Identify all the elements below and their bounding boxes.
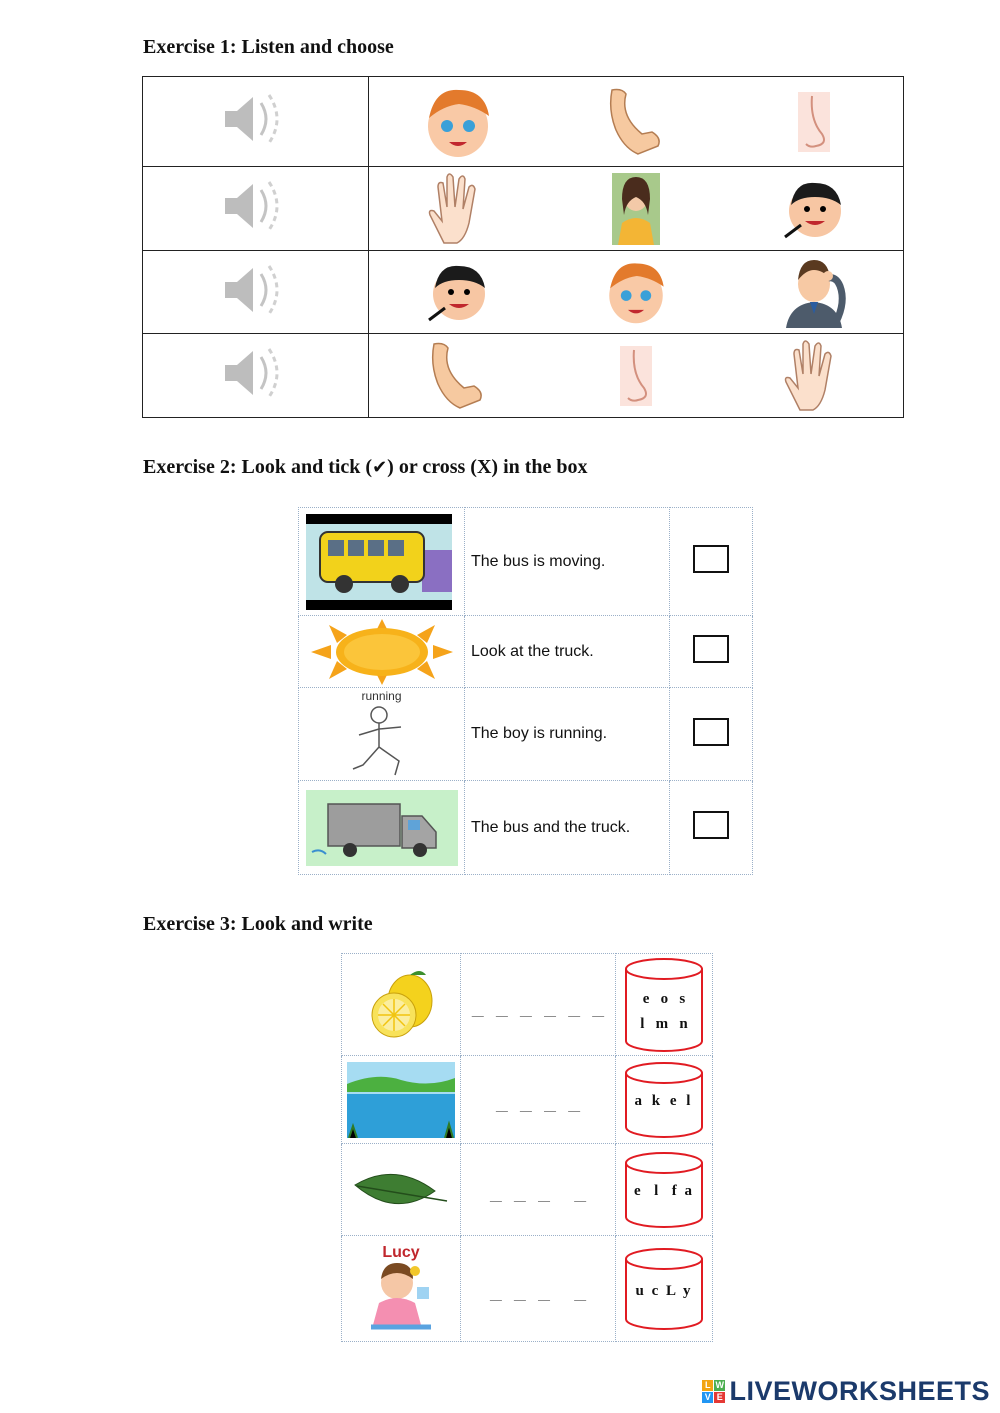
speaker-cell [143,167,369,251]
lemon-picture [342,954,461,1056]
scrambled-letters-line2: l m n [640,1015,688,1032]
sentence: Look at the truck. [465,616,670,688]
option-mouth[interactable] [413,254,503,330]
option-nose[interactable] [769,84,859,160]
exercise1-table [142,76,904,418]
option-nose[interactable] [591,338,681,414]
option-hand[interactable] [769,338,859,414]
truck-picture [299,781,465,875]
answer-checkbox[interactable] [693,635,729,663]
exercise3-row [342,954,713,1056]
option-boy-face[interactable] [591,254,681,330]
exercise2-heading-post: ) or cross (X) in the box [387,456,588,478]
bus-picture [299,508,465,616]
speaker-icon[interactable] [221,343,291,408]
letter-cylinder [616,1144,713,1236]
letter-cylinder [616,954,713,1056]
speaker-icon[interactable] [221,176,291,241]
brand-name: LIVEWORKSHEETS [729,1376,990,1406]
scrambled-letters-line1: u c L y [635,1282,693,1299]
option-girl[interactable] [591,171,681,247]
sentence: The bus is moving. [465,508,670,616]
sentence: The bus and the truck. [465,781,670,875]
answer-blank-cell [461,954,616,1056]
logo-mark-icon [702,1380,725,1403]
speaker-cell [143,251,369,334]
option-boy-face[interactable] [413,84,503,160]
exercise2-row [299,508,753,616]
exercise2-table [298,507,753,875]
option-hand[interactable] [413,171,503,247]
answer-blank-cell [461,1144,616,1236]
leaf-picture [342,1144,461,1236]
answer-input[interactable] [466,1276,610,1302]
exercise3-row [342,1144,713,1236]
answer-blank-cell [461,1236,616,1342]
speaker-cell [143,334,369,418]
sentence: The boy is running. [465,688,670,781]
answer-checkbox[interactable] [693,811,729,839]
option-arm[interactable] [413,338,503,414]
liveworksheets-logo [702,1376,990,1407]
exercise3-table [341,953,713,1342]
exercise2-heading-pre: Exercise 2: Look and tick ( [143,456,373,478]
girl-lucy-picture [342,1236,461,1342]
scrambled-letters-line1: e l f a [633,1182,695,1199]
logo-mark-letter: V [702,1392,713,1403]
exercise2-row [299,616,753,688]
exercise2-heading [143,456,588,479]
lake-picture [342,1056,461,1144]
answer-box-cell [670,508,753,616]
answer-input[interactable] [466,1177,610,1203]
exercise3-heading: Exercise 3: Look and write [143,913,373,935]
answer-checkbox[interactable] [693,545,729,573]
check-icon: ✔ [372,457,388,478]
answer-input[interactable] [466,1087,610,1113]
scrambled-letters-line1: a k e l [634,1092,694,1109]
speaker-icon[interactable] [221,260,291,325]
speaker-icon[interactable] [221,89,291,154]
exercise2-row [299,781,753,875]
lucy-label: Lucy [382,1243,420,1261]
speaker-cell [143,77,369,167]
option-arm[interactable] [591,84,681,160]
answer-box-cell [670,688,753,781]
answer-box-cell [670,616,753,688]
exercise1-heading: Exercise 1: Listen and choose [143,36,394,58]
running-boy-picture [299,688,465,781]
exercise1-row [143,334,904,418]
letter-cylinder [616,1236,713,1342]
exercise1-row [143,251,904,334]
logo-mark-letter: L [702,1380,713,1391]
logo-mark-letter: E [714,1392,725,1403]
exercise3-row [342,1056,713,1144]
exercise1-row [143,77,904,167]
answer-box-cell [670,781,753,875]
answer-blank-cell [461,1056,616,1144]
option-mouth[interactable] [769,171,859,247]
running-label: running [361,689,402,703]
answer-checkbox[interactable] [693,718,729,746]
exercise3-row [342,1236,713,1342]
option-head[interactable] [769,254,859,330]
sun-picture [299,616,465,688]
exercise1-row [143,167,904,251]
letter-cylinder [616,1056,713,1144]
answer-input[interactable] [466,992,610,1018]
scrambled-letters-line1: e o s [642,990,686,1007]
exercise2-row [299,688,753,781]
logo-mark-letter: W [715,1380,725,1390]
